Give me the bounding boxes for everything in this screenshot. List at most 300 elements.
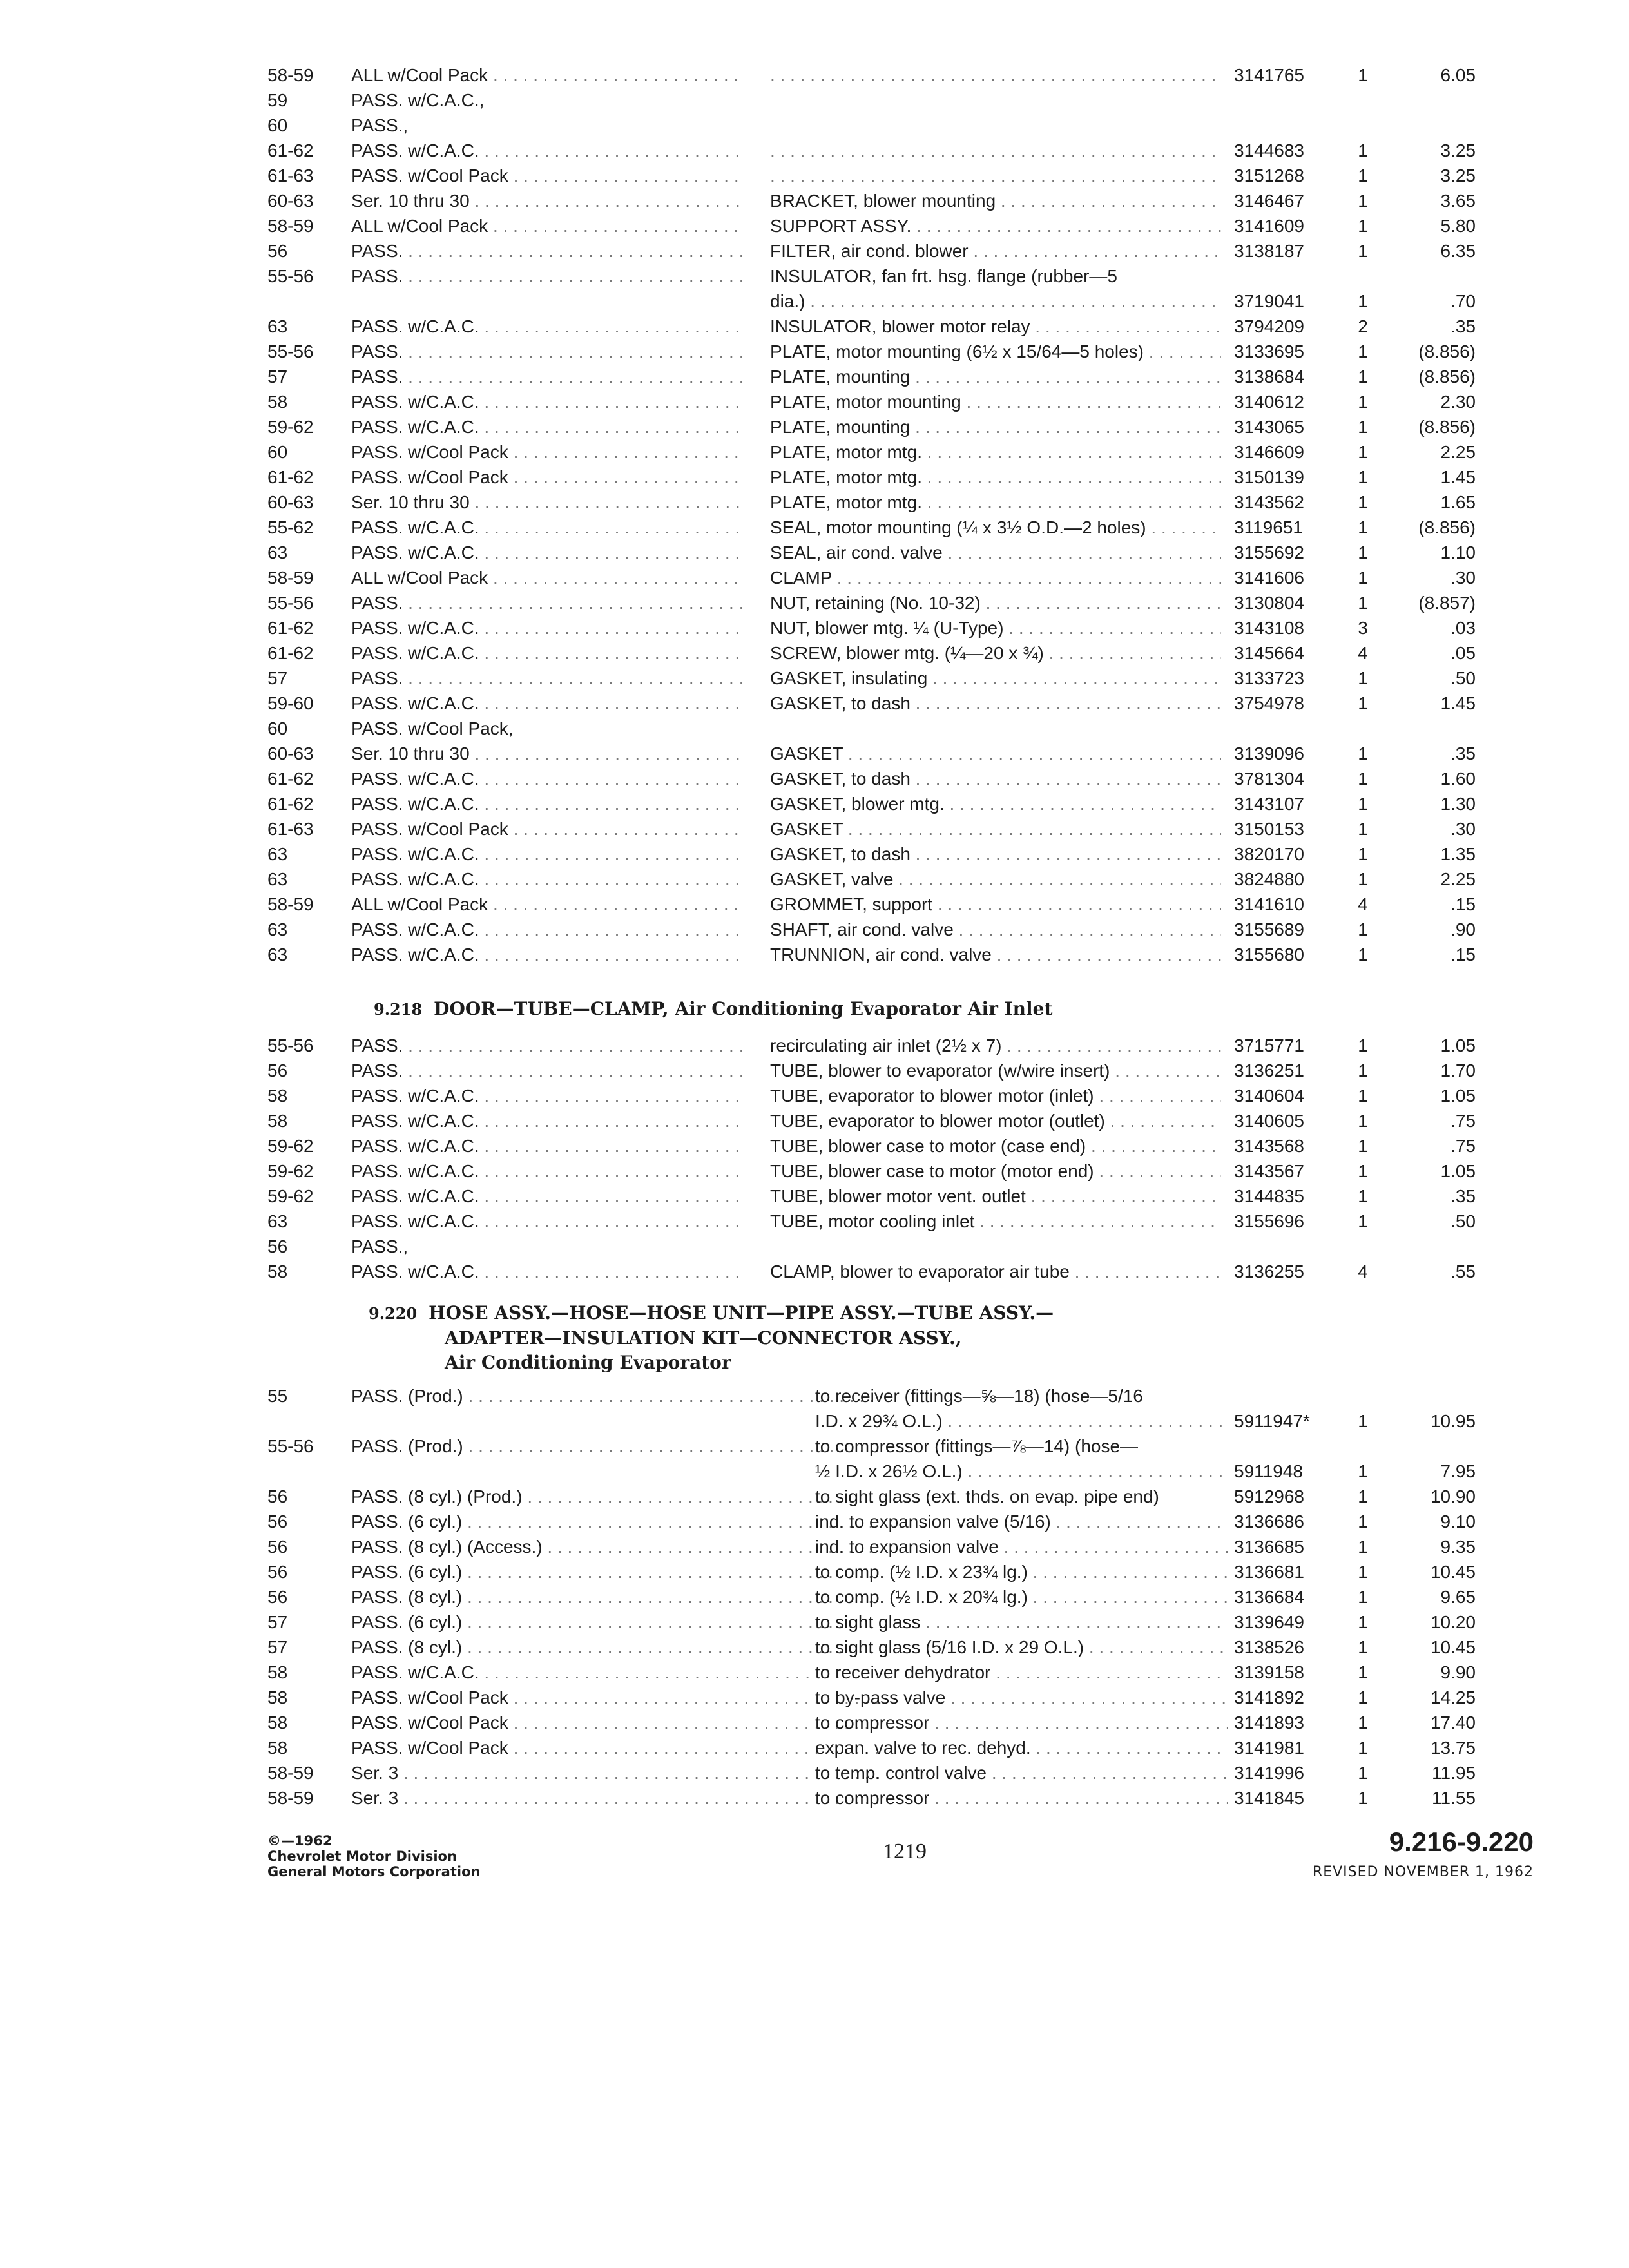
quantity: 3	[1358, 618, 1368, 638]
table-row	[267, 439, 1492, 465]
part-description: FILTER, air cond. blower . . .	[770, 238, 1221, 264]
part-description: GASKET, insulating . . .	[770, 666, 1221, 691]
part-number: 3141893	[1234, 1713, 1305, 1733]
model-year: 60-63	[267, 744, 314, 764]
table-row	[267, 1133, 1492, 1158]
table-row	[267, 716, 1492, 741]
part-number: 3141981	[1234, 1738, 1305, 1758]
list-price: 1.70	[1440, 1061, 1476, 1081]
list-price: .35	[1451, 316, 1476, 336]
part-description: PLATE, motor mtg. . . .	[770, 439, 1221, 465]
table-row	[267, 339, 1492, 364]
application: PASS. w/C.A.C.,	[351, 90, 485, 110]
table-row	[267, 389, 1492, 414]
model-year: 56	[267, 1512, 288, 1532]
part-number: 3136681	[1234, 1562, 1305, 1582]
part-number: 3155680	[1234, 945, 1305, 965]
list-price: .90	[1451, 919, 1476, 939]
quantity: 1	[1358, 1461, 1368, 1481]
part-description: PLATE, motor mounting (6½ x 15/64—5 holes) . . .	[770, 339, 1221, 364]
part-number: 3150139	[1234, 467, 1305, 487]
list-price: 14.25	[1430, 1687, 1476, 1707]
application: PASS. w/C.A.C. . . .	[351, 766, 744, 791]
application: PASS. w/C.A.C. . . .	[351, 917, 744, 942]
part-number: 3155692	[1234, 543, 1305, 562]
application: PASS. w/C.A.C. . . .	[351, 791, 744, 816]
table-row	[267, 615, 1492, 640]
table-row	[267, 766, 1492, 791]
list-price: 6.35	[1440, 241, 1476, 261]
part-number: 3146609	[1234, 442, 1305, 462]
part-description: I.D. x 29¾ O.L.) . . .	[815, 1408, 1228, 1434]
quantity: 1	[1358, 1637, 1368, 1657]
quantity: 1	[1358, 1035, 1368, 1055]
application: PASS. w/C.A.C. . . .	[351, 389, 744, 414]
part-number: 3144835	[1234, 1186, 1305, 1206]
table-row	[267, 565, 1492, 590]
part-number: 3141845	[1234, 1788, 1305, 1808]
quantity: 1	[1358, 417, 1368, 437]
application: PASS.,	[351, 115, 409, 135]
part-description: to by-pass valve . . .	[815, 1685, 1228, 1710]
application: PASS. . . .	[351, 1033, 744, 1058]
quantity: 1	[1358, 1061, 1368, 1081]
model-year: 63	[267, 543, 288, 562]
part-description: NUT, retaining (No. 10-32) . . .	[770, 590, 1221, 615]
part-description	[770, 163, 1221, 188]
part-number: 3139649	[1234, 1612, 1305, 1632]
application: PASS. w/C.A.C. . . .	[351, 515, 744, 540]
table-row	[267, 1785, 1492, 1811]
table-row	[267, 1534, 1492, 1559]
application: PASS. . . .	[351, 339, 744, 364]
application: PASS. w/C.A.C. . . .	[351, 691, 744, 716]
quantity: 1	[1358, 241, 1368, 261]
part-description	[770, 62, 1221, 88]
part-description: TUBE, evaporator to blower motor (inlet) . . .	[770, 1083, 1221, 1108]
application: PASS. (8 cyl.) . . .	[351, 1635, 880, 1660]
application: PASS. w/C.A.C. . . .	[351, 942, 744, 967]
part-description: CLAMP . . .	[770, 565, 1221, 590]
table-row	[267, 942, 1492, 967]
model-year: 56	[267, 1236, 288, 1256]
section-number: 9.218	[374, 1000, 423, 1019]
model-year: 58-59	[267, 216, 314, 236]
model-year: 57	[267, 1612, 288, 1632]
part-number: 3143568	[1234, 1136, 1305, 1156]
model-year: 63	[267, 919, 288, 939]
application: PASS. (6 cyl.) . . .	[351, 1509, 880, 1534]
part-number: 3150153	[1234, 819, 1305, 839]
list-price: 3.25	[1440, 140, 1476, 160]
list-price: 10.45	[1430, 1637, 1476, 1657]
quantity: 1	[1358, 744, 1368, 764]
part-number: 3143567	[1234, 1161, 1305, 1181]
quantity: 1	[1358, 869, 1368, 889]
quantity: 1	[1358, 1587, 1368, 1607]
part-number: 3143562	[1234, 492, 1305, 512]
parts-table-section-3	[267, 1383, 1492, 1811]
part-description: CLAMP, blower to evaporator air tube . . .	[770, 1259, 1221, 1284]
part-description: PLATE, motor mtg. . . .	[770, 465, 1221, 490]
application: ALL w/Cool Pack . . .	[351, 565, 744, 590]
application: Ser. 10 thru 30 . . .	[351, 490, 744, 515]
application: PASS. w/C.A.C. . . .	[351, 1158, 744, 1184]
list-price: .75	[1451, 1111, 1476, 1131]
part-number: 3794209	[1234, 316, 1305, 336]
list-price: 9.10	[1440, 1512, 1476, 1532]
part-description: TRUNNION, air cond. valve . . .	[770, 942, 1221, 967]
quantity: 1	[1358, 543, 1368, 562]
part-number: 5911947*	[1234, 1411, 1310, 1431]
quantity: 1	[1358, 1662, 1368, 1682]
part-number: 3145664	[1234, 643, 1305, 663]
part-number: 3146467	[1234, 191, 1305, 211]
list-price: 6.05	[1440, 65, 1476, 85]
list-price: 1.30	[1440, 794, 1476, 814]
model-year: 55-62	[267, 517, 314, 537]
part-number: 3138684	[1234, 367, 1305, 387]
quantity: 1	[1358, 65, 1368, 85]
part-number: 3781304	[1234, 769, 1305, 789]
quantity: 1	[1358, 492, 1368, 512]
list-price: 5.80	[1440, 216, 1476, 236]
application: PASS. . . .	[351, 238, 744, 264]
part-number: 3715771	[1234, 1035, 1305, 1055]
part-description: dia.) . . .	[770, 289, 1221, 314]
part-description: INSULATOR, blower motor relay . . .	[770, 314, 1221, 339]
model-year: 57	[267, 1637, 288, 1657]
model-year: 61-62	[267, 467, 314, 487]
table-row	[267, 1408, 1492, 1434]
list-price: (8.856)	[1418, 517, 1476, 537]
list-price: .35	[1451, 744, 1476, 764]
table-row	[267, 188, 1492, 213]
part-description: GROMMET, support . . .	[770, 892, 1221, 917]
part-number: 3141609	[1234, 216, 1305, 236]
model-year: 59-62	[267, 417, 314, 437]
application: PASS. w/Cool Pack . . .	[351, 1710, 880, 1735]
list-price: 9.90	[1440, 1662, 1476, 1682]
model-year: 63	[267, 1211, 288, 1231]
division-name: Chevrolet Motor Division	[267, 1849, 457, 1864]
list-price: 3.25	[1440, 166, 1476, 186]
quantity: 1	[1358, 945, 1368, 965]
part-number: 3141606	[1234, 568, 1305, 588]
model-year: 58-59	[267, 1763, 314, 1783]
list-price: 11.95	[1432, 1763, 1476, 1783]
quantity: 1	[1358, 442, 1368, 462]
section-heading-9-220	[369, 1301, 1464, 1375]
part-description: to sight glass (ext. thds. on evap. pipe end)	[815, 1486, 1159, 1506]
list-price: 10.20	[1430, 1612, 1476, 1632]
list-price: .03	[1451, 618, 1476, 638]
list-price: 1.05	[1440, 1161, 1476, 1181]
part-number: 3140612	[1234, 392, 1305, 412]
table-row	[267, 1685, 1492, 1710]
part-description: SCREW, blower mtg. (¼—20 x ¾) . . .	[770, 640, 1221, 666]
part-number: 3719041	[1234, 291, 1305, 311]
part-description: TUBE, blower case to motor (case end) . . .	[770, 1133, 1221, 1158]
table-row	[267, 640, 1492, 666]
model-year: 63	[267, 844, 288, 864]
part-number: 3820170	[1234, 844, 1305, 864]
part-description: TUBE, blower case to motor (motor end) . . .	[770, 1158, 1221, 1184]
table-row	[267, 1584, 1492, 1610]
quantity: 1	[1358, 693, 1368, 713]
table-row	[267, 1760, 1492, 1785]
application: PASS. w/Cool Pack . . .	[351, 439, 744, 465]
part-number: 3141610	[1234, 894, 1305, 914]
part-description: to compressor (fittings—⅞—14) (hose—	[815, 1436, 1139, 1456]
list-price: 1.05	[1440, 1086, 1476, 1106]
model-year: 55-56	[267, 341, 314, 361]
list-price: 2.25	[1440, 869, 1476, 889]
part-number: 3119651	[1234, 517, 1303, 537]
quantity: 1	[1358, 1537, 1368, 1557]
application: PASS. . . .	[351, 264, 744, 289]
application: PASS. w/Cool Pack . . .	[351, 465, 744, 490]
table-row	[267, 841, 1492, 867]
model-year: 61-62	[267, 769, 314, 789]
application: Ser. 10 thru 30 . . .	[351, 741, 744, 766]
part-number: 3136686	[1234, 1512, 1305, 1532]
section-title: DOOR—TUBE—CLAMP, Air Conditioning Evaporator Air Inlet	[434, 998, 1053, 1019]
table-row	[267, 867, 1492, 892]
list-price: (8.857)	[1418, 593, 1476, 613]
application: PASS.,	[351, 1236, 409, 1256]
quantity: 1	[1358, 1211, 1368, 1231]
list-price: .30	[1451, 568, 1476, 588]
list-price: .15	[1451, 945, 1476, 965]
table-row	[267, 238, 1492, 264]
quantity: 1	[1358, 166, 1368, 186]
part-description: PLATE, mounting . . .	[770, 414, 1221, 439]
model-year: 58	[267, 1687, 288, 1707]
model-year: 58-59	[267, 1788, 314, 1808]
quantity: 1	[1358, 1788, 1368, 1808]
model-year: 60-63	[267, 191, 314, 211]
part-number: 3144683	[1234, 140, 1305, 160]
table-row	[267, 314, 1492, 339]
quantity: 1	[1358, 1086, 1368, 1106]
list-price: 1.60	[1440, 769, 1476, 789]
model-year: 58-59	[267, 894, 314, 914]
part-description: to receiver dehydrator . . .	[815, 1660, 1228, 1685]
part-number: 3140604	[1234, 1086, 1305, 1106]
list-price: 1.10	[1440, 543, 1476, 562]
part-description: ind. to expansion valve (5/16) . . .	[815, 1509, 1228, 1534]
revision-date: REVISED NOVEMBER 1, 1962	[1312, 1864, 1534, 1880]
application: PASS. . . .	[351, 666, 744, 691]
list-price: 10.95	[1430, 1411, 1476, 1431]
part-number: 3151268	[1234, 166, 1305, 186]
part-number: 3138187	[1234, 241, 1305, 261]
list-price: .70	[1451, 291, 1476, 311]
quantity: 1	[1358, 1411, 1368, 1431]
application: Ser. 3 . . .	[351, 1760, 880, 1785]
table-row	[267, 364, 1492, 389]
part-description: to comp. (½ I.D. x 20¾ lg.) . . .	[815, 1584, 1228, 1610]
table-row	[267, 113, 1492, 138]
model-year: 58	[267, 1111, 288, 1131]
list-price: 17.40	[1430, 1713, 1476, 1733]
quantity: 1	[1358, 1136, 1368, 1156]
section-title-line-1: HOSE ASSY.—HOSE—HOSE UNIT—PIPE ASSY.—TUBE ASSY.—	[429, 1302, 1054, 1323]
application: PASS. w/C.A.C. . . .	[351, 1133, 744, 1158]
application: PASS. w/C.A.C. . . .	[351, 138, 744, 163]
list-price: (8.856)	[1418, 417, 1476, 437]
part-description: SHAFT, air cond. valve . . .	[770, 917, 1221, 942]
table-row	[267, 213, 1492, 238]
part-description: to compressor . . .	[815, 1710, 1228, 1735]
table-row	[267, 1509, 1492, 1534]
part-description: SEAL, air cond. valve . . .	[770, 540, 1221, 565]
part-number: 3141765	[1234, 65, 1305, 85]
part-number: 3754978	[1234, 693, 1305, 713]
application: PASS. (6 cyl.) . . .	[351, 1610, 880, 1635]
list-price: .30	[1451, 819, 1476, 839]
model-year: 63	[267, 945, 288, 965]
application: ALL w/Cool Pack . . .	[351, 213, 744, 238]
list-price: 2.25	[1440, 442, 1476, 462]
list-price: 7.95	[1440, 1461, 1476, 1481]
quantity: 4	[1358, 643, 1368, 663]
table-row	[267, 465, 1492, 490]
part-description: to sight glass . . .	[815, 1610, 1228, 1635]
table-row	[267, 1434, 1492, 1459]
list-price: 1.05	[1440, 1035, 1476, 1055]
part-number: 3136684	[1234, 1587, 1305, 1607]
application: PASS. w/C.A.C. . . .	[351, 314, 744, 339]
part-description: TUBE, evaporator to blower motor (outlet) . . .	[770, 1108, 1221, 1133]
application: PASS. w/C.A.C. . . .	[351, 540, 744, 565]
part-description: to receiver (fittings—⅝—18) (hose—5/16	[815, 1386, 1143, 1406]
part-description: NUT, blower mtg. ¼ (U-Type) . . .	[770, 615, 1221, 640]
application: PASS. (8 cyl.) (Prod.) . . .	[351, 1484, 880, 1509]
application: PASS. w/Cool Pack . . .	[351, 816, 744, 841]
application: PASS. (Prod.) . . .	[351, 1434, 880, 1459]
part-number: 3136255	[1234, 1262, 1305, 1282]
corporation-name: General Motors Corporation	[267, 1864, 481, 1879]
part-description: recirculating air inlet (2½ x 7) . . .	[770, 1033, 1221, 1058]
application: PASS. w/Cool Pack,	[351, 718, 514, 738]
model-year: 60-63	[267, 492, 314, 512]
part-description: GASKET, blower mtg. . . .	[770, 791, 1221, 816]
part-description: ½ I.D. x 26½ O.L.) . . .	[815, 1459, 1228, 1484]
table-row	[267, 917, 1492, 942]
model-year: 59	[267, 90, 288, 110]
application: PASS. . . .	[351, 1058, 744, 1083]
part-number: 3140605	[1234, 1111, 1305, 1131]
part-number: 3143108	[1234, 618, 1305, 638]
model-year: 60	[267, 115, 288, 135]
table-row	[267, 490, 1492, 515]
model-year: 61-63	[267, 166, 314, 186]
section-title-line-3: Air Conditioning Evaporator	[445, 1352, 731, 1373]
quantity: 1	[1358, 1612, 1368, 1632]
list-price: 10.45	[1430, 1562, 1476, 1582]
application: PASS. (8 cyl.) . . .	[351, 1584, 880, 1610]
list-price: .50	[1451, 668, 1476, 688]
part-number: 3133695	[1234, 341, 1305, 361]
quantity: 1	[1358, 819, 1368, 839]
application: PASS. w/C.A.C. . . .	[351, 867, 744, 892]
model-year: 55-56	[267, 1035, 314, 1055]
application: PASS. w/C.A.C. . . .	[351, 1083, 744, 1108]
table-row	[267, 691, 1492, 716]
quantity: 1	[1358, 919, 1368, 939]
quantity: 1	[1358, 1562, 1368, 1582]
quantity: 1	[1358, 191, 1368, 211]
part-number: 3143107	[1234, 794, 1305, 814]
application: PASS. w/C.A.C. . . .	[351, 414, 744, 439]
table-row	[267, 1635, 1492, 1660]
model-year: 57	[267, 367, 288, 387]
table-row	[267, 1710, 1492, 1735]
model-year: 58-59	[267, 65, 314, 85]
list-price: 3.65	[1440, 191, 1476, 211]
quantity: 1	[1358, 1713, 1368, 1733]
model-year: 58	[267, 1713, 288, 1733]
part-number: 3133723	[1234, 668, 1305, 688]
part-description: INSULATOR, fan frt. hsg. flange (rubber—5	[770, 266, 1117, 286]
model-year: 56	[267, 1587, 288, 1607]
quantity: 1	[1358, 392, 1368, 412]
part-number: 5912968	[1234, 1486, 1305, 1506]
part-number: 3136251	[1234, 1061, 1305, 1081]
model-year: 61-62	[267, 643, 314, 663]
table-row	[267, 414, 1492, 439]
model-year: 63	[267, 869, 288, 889]
quantity: 1	[1358, 1763, 1368, 1783]
list-price: 1.45	[1440, 693, 1476, 713]
application: PASS. w/Cool Pack . . .	[351, 163, 744, 188]
model-year: 58	[267, 1086, 288, 1106]
section-range: 9.216-9.220	[1389, 1827, 1534, 1857]
part-description: TUBE, blower motor vent. outlet . . .	[770, 1184, 1221, 1209]
part-number: 3139096	[1234, 744, 1305, 764]
table-row	[267, 1058, 1492, 1083]
model-year: 56	[267, 1537, 288, 1557]
table-row	[267, 590, 1492, 615]
table-row	[267, 1559, 1492, 1584]
list-price: 9.35	[1440, 1537, 1476, 1557]
application: PASS. . . .	[351, 364, 744, 389]
part-description: PLATE, motor mtg. . . .	[770, 490, 1221, 515]
part-description: TUBE, motor cooling inlet . . .	[770, 1209, 1221, 1234]
list-price: 1.65	[1440, 492, 1476, 512]
part-description: expan. valve to rec. dehyd. . . .	[815, 1735, 1228, 1760]
table-row	[267, 88, 1492, 113]
model-year: 63	[267, 316, 288, 336]
application: PASS. w/C.A.C. . . .	[351, 1660, 880, 1685]
quantity: 1	[1358, 568, 1368, 588]
part-description	[770, 138, 1221, 163]
model-year: 58	[267, 1738, 288, 1758]
list-price: 1.45	[1440, 467, 1476, 487]
application: PASS. w/C.A.C. . . .	[351, 1108, 744, 1133]
table-row	[267, 892, 1492, 917]
application: PASS. w/C.A.C. . . .	[351, 1184, 744, 1209]
quantity: 1	[1358, 769, 1368, 789]
model-year: 60	[267, 442, 288, 462]
table-row	[267, 264, 1492, 289]
application: PASS. (8 cyl.) (Access.) . . .	[351, 1534, 880, 1559]
quantity: 1	[1358, 794, 1368, 814]
model-year: 59-62	[267, 1186, 314, 1206]
list-price: .05	[1451, 643, 1476, 663]
